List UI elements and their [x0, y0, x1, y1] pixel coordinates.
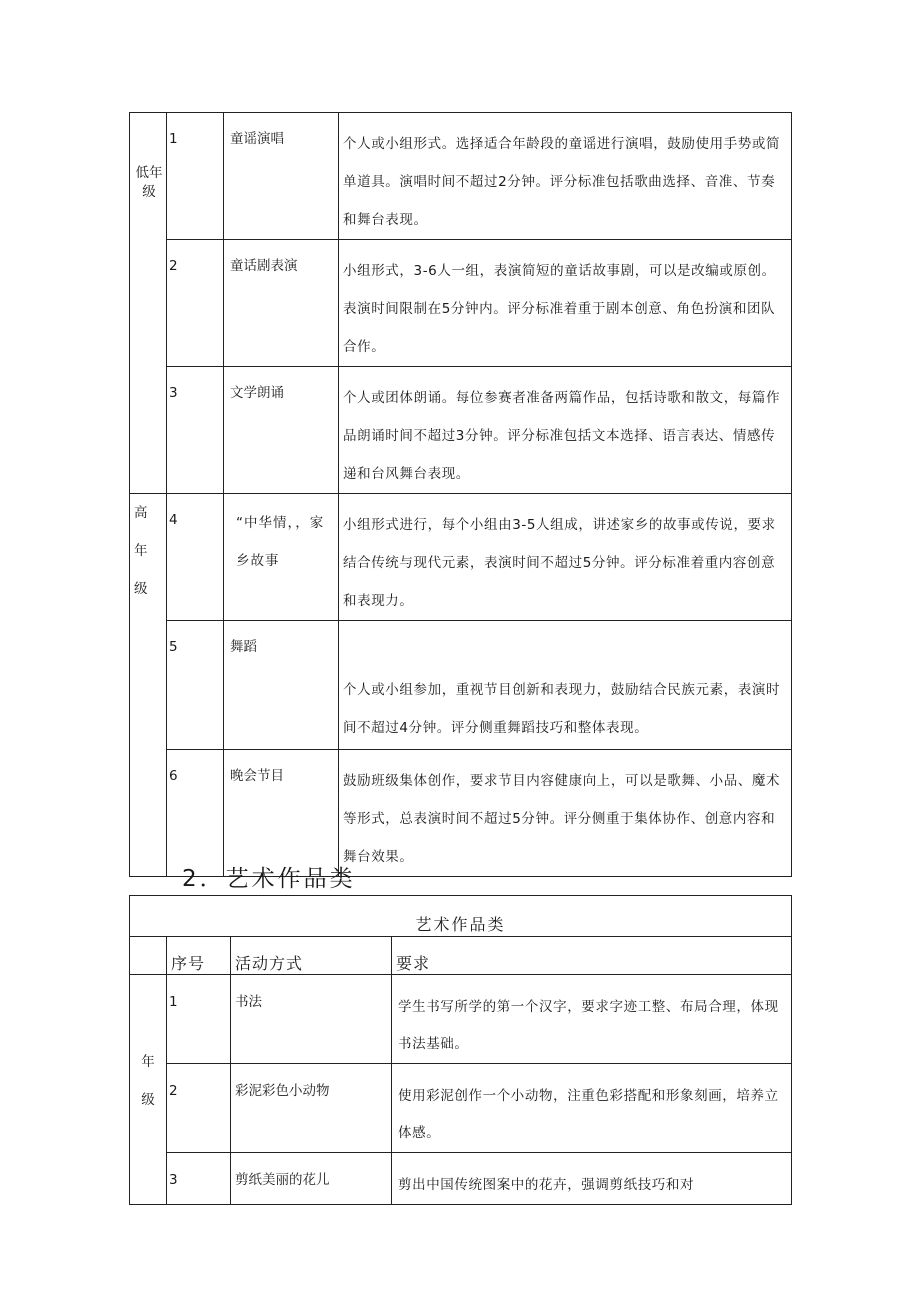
activity-name: 彩泥彩色小动物: [231, 1064, 392, 1153]
row-number: 1: [167, 113, 224, 240]
header-empty-cell: [130, 937, 167, 975]
activity-requirement: 学生书写所学的第一个汉字，要求字迹工整、布局合理，体现书法基础。: [392, 975, 792, 1064]
table-row: [130, 1153, 792, 1205]
grade-label: 低年级: [135, 165, 163, 200]
table-row: [130, 240, 792, 367]
grade-cell-high: [130, 494, 167, 877]
table-caption: 艺术作品类: [130, 896, 792, 937]
table-row: [130, 367, 792, 494]
section-title: 2．艺术作品类: [182, 866, 356, 892]
activity-name: 童话剧表演: [224, 240, 339, 367]
activity-name: 舞蹈: [224, 621, 339, 750]
row-number: 1: [167, 975, 231, 1064]
activity-requirement: 剪出中国传统图案中的花卉，强调剪纸技巧和对: [392, 1153, 792, 1205]
row-number: 4: [167, 494, 224, 621]
row-number: 5: [167, 621, 224, 750]
activity-requirement: 小组形式进行，每个小组由3-5人组成，讲述家乡的故事或传说，要求结合传统与现代元素，表演时间不超过5分钟。评分标准着重内容创意和表现力。: [339, 494, 792, 621]
row-number: 6: [167, 750, 224, 877]
table-header-row: [130, 937, 792, 975]
header-number: 序号: [167, 937, 231, 975]
header-activity: 活动方式: [231, 937, 392, 975]
row-number: 2: [167, 1064, 231, 1153]
performance-activities-table: [129, 112, 792, 877]
table-row: [130, 975, 792, 1064]
grade-label: 高年级: [134, 505, 148, 597]
grade-cell-low: [130, 113, 167, 494]
row-number: 3: [167, 367, 224, 494]
table-row: [130, 621, 792, 750]
header-requirement: 要求: [392, 937, 792, 975]
table-row: [130, 494, 792, 621]
activity-name: “中华情，，家乡故事: [224, 494, 339, 621]
activity-requirement: 个人或小组参加，重视节目创新和表现力，鼓励结合民族元素，表演时间不超过4分钟。评分侧重舞蹈技巧和整体表现。: [339, 621, 792, 750]
art-works-table: [129, 895, 792, 1205]
grade-label: 年级: [141, 1054, 155, 1108]
activity-requirement: 个人或团体朗诵。每位参赛者准备两篇作品，包括诗歌和散文，每篇作品朗诵时间不超过3分钟。评分标准包括文本选择、语言表达、情感传递和台风舞台表现。: [339, 367, 792, 494]
activity-name: 书法: [231, 975, 392, 1064]
table-caption-row: [130, 896, 792, 937]
row-number: 3: [167, 1153, 231, 1205]
activity-name: 剪纸美丽的花儿: [231, 1153, 392, 1205]
table-row: [130, 750, 792, 877]
row-number: 2: [167, 240, 224, 367]
activity-requirement: 个人或小组形式。选择适合年龄段的童谣进行演唱，鼓励使用手势或简单道具。演唱时间不超过2分钟。评分标准包括歌曲选择、音准、节奏和舞台表现。: [339, 113, 792, 240]
activity-name: 文学朗诵: [224, 367, 339, 494]
activity-requirement: 小组形式，3-6人一组，表演简短的童话故事剧，可以是改编或原创。表演时间限制在5分钟内。评分标准着重于剧本创意、角色扮演和团队合作。: [339, 240, 792, 367]
activity-requirement: 使用彩泥创作一个小动物，注重色彩搭配和形象刻画，培养立体感。: [392, 1064, 792, 1153]
table-row: [130, 1064, 792, 1153]
table-row: [130, 113, 792, 240]
grade-cell: [130, 975, 167, 1205]
activity-requirement: 鼓励班级集体创作，要求节目内容健康向上，可以是歌舞、小品、魔术等形式，总表演时间不超过5分钟。评分侧重于集体协作、创意内容和舞台效果。: [339, 750, 792, 877]
activity-name: 晚会节目: [224, 750, 339, 877]
activity-name: 童谣演唱: [224, 113, 339, 240]
